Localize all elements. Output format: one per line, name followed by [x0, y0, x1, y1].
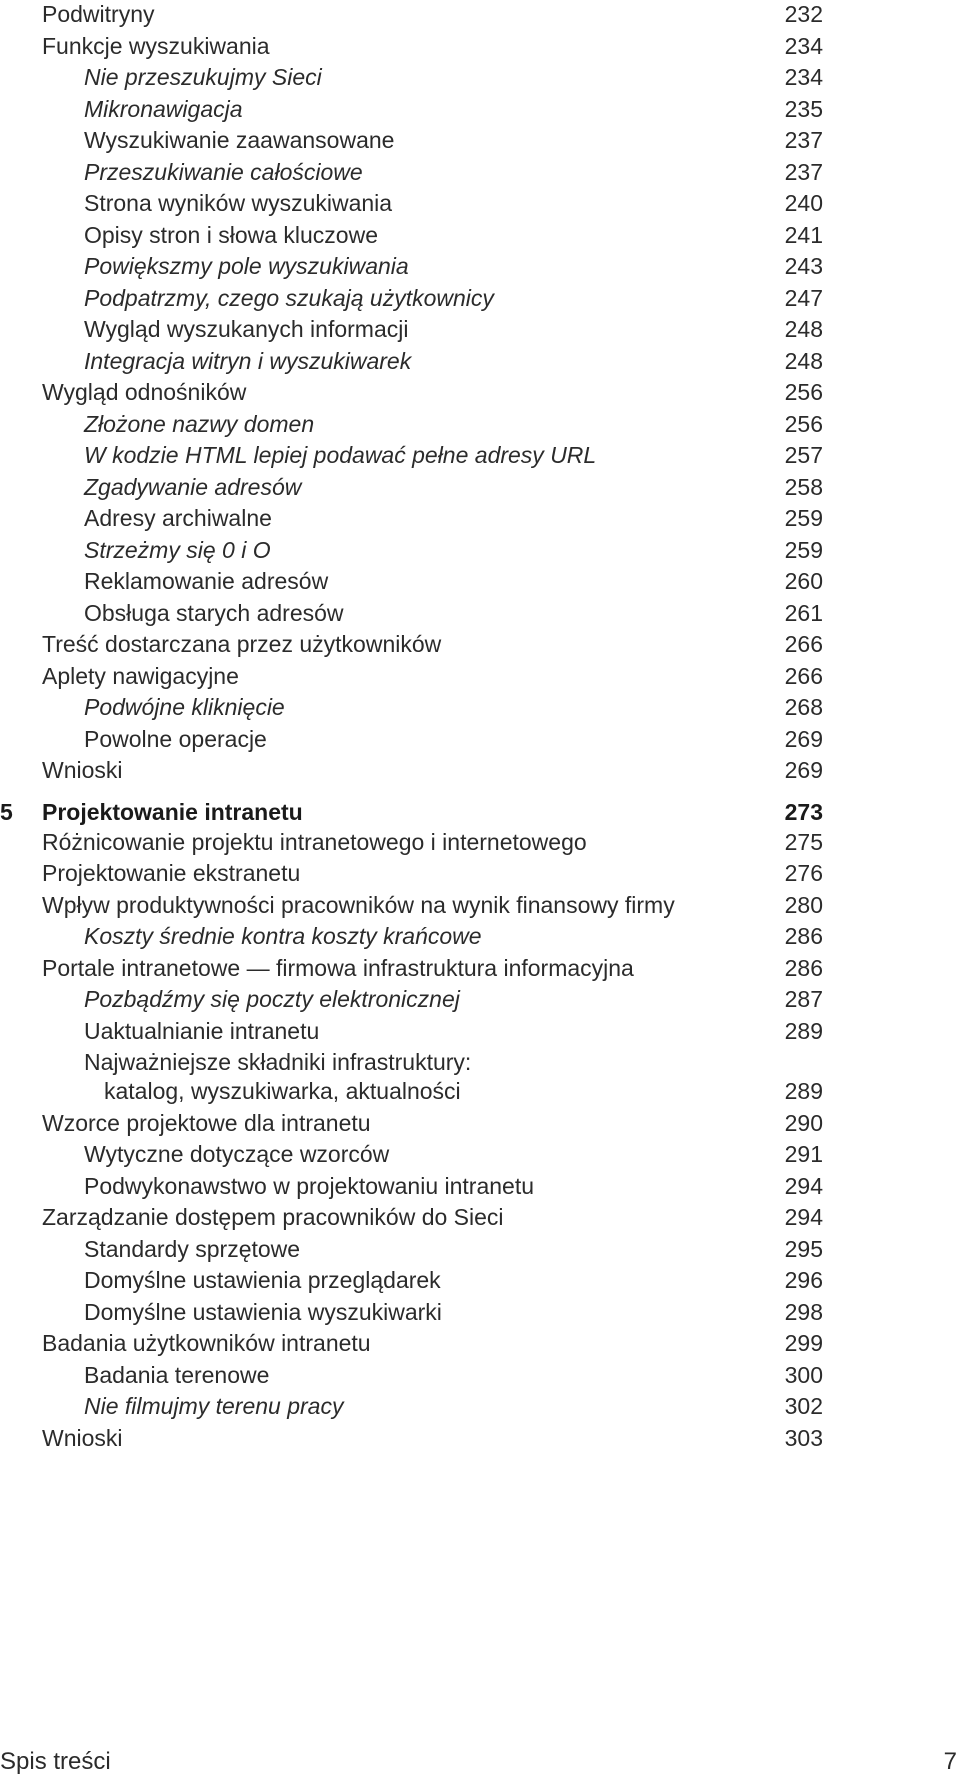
toc-entry — [0, 378, 960, 412]
toc-entry — [0, 63, 960, 97]
toc-entry-title: Obsługa starych adresów — [84, 599, 344, 626]
toc-entry-title: Powiększmy pole wyszukiwania — [84, 253, 409, 279]
toc-entry — [0, 441, 960, 475]
toc-entry-title: Treść dostarczana przez użytkowników — [42, 631, 442, 657]
toc-entry-title: Reklamowanie adresów — [84, 568, 329, 594]
toc-entry-page: 247 — [784, 284, 823, 311]
toc-entry-title: katalog, wyszukiwarka, aktualności — [104, 1078, 461, 1104]
toc-entry-page: 299 — [784, 1330, 823, 1356]
toc-entry-title: Standardy sprzętowe — [84, 1235, 301, 1262]
chapter-heading — [0, 798, 960, 832]
toc-entry-title: Projektowanie ekstranetu — [42, 860, 301, 886]
toc-entry — [0, 1392, 960, 1426]
toc-entry — [0, 693, 960, 727]
toc-entry — [0, 315, 960, 349]
toc-entry — [0, 1077, 960, 1111]
toc-entry-page: 294 — [784, 1172, 823, 1199]
toc-entry-page: 234 — [784, 32, 823, 59]
toc-entry-title: Najważniejsze składniki infrastruktury: — [84, 1049, 472, 1075]
toc-entry — [0, 756, 960, 790]
toc-entry — [0, 954, 960, 988]
toc-entry-title: Pozbądźmy się poczty elektronicznej — [84, 986, 460, 1012]
toc-entry-title: Integracja witryn i wyszukiwarek — [84, 347, 412, 374]
toc-entry-page: 286 — [784, 923, 823, 949]
toc-entry — [0, 1203, 960, 1237]
toc-entry-page: 237 — [784, 127, 823, 153]
toc-entry-page: 266 — [784, 631, 823, 657]
toc-entry-page: 287 — [784, 986, 823, 1012]
toc-entry-title: Zarządzanie dostępem pracowników do Sieci — [42, 1204, 504, 1230]
toc-entry-page: 237 — [784, 158, 823, 185]
toc-entry-page: 269 — [784, 725, 823, 752]
toc-entry-page: 296 — [784, 1267, 823, 1293]
chapter-number: 5 — [0, 798, 13, 825]
toc-entry-title: Adresy archiwalne — [84, 505, 272, 531]
toc-entry-page: 258 — [784, 473, 823, 500]
toc-entry-page: 257 — [784, 442, 823, 468]
toc-entry-page: 276 — [784, 860, 823, 886]
toc-entry-title: Badania terenowe — [84, 1361, 270, 1388]
toc-entry — [0, 536, 960, 570]
toc-entry — [0, 828, 960, 862]
toc-entry — [0, 95, 960, 129]
toc-entry — [0, 0, 960, 34]
toc-entry-page: 290 — [784, 1109, 823, 1136]
toc-entry-page: 300 — [784, 1361, 823, 1388]
toc-entry-page: 269 — [784, 757, 823, 783]
toc-entry-title: Domyślne ustawienia wyszukiwarki — [84, 1298, 442, 1325]
toc-entry-title: Wpływ produktywności pracowników na wynik finansowy firmy — [42, 891, 675, 918]
footer-title: Spis treści — [0, 1748, 111, 1775]
toc-entry-title: Domyślne ustawienia przeglądarek — [84, 1267, 441, 1293]
toc-entry — [0, 985, 960, 1019]
toc-entry — [0, 922, 960, 956]
toc-entry — [0, 410, 960, 444]
toc-entry-title: Wyszukiwanie zaawansowane — [84, 127, 395, 153]
toc-entry-page: 298 — [784, 1298, 823, 1325]
toc-entry-title: Portale intranetowe — firmowa infrastruktura informacyjna — [42, 954, 634, 981]
toc-entry-page: 289 — [784, 1078, 823, 1104]
toc-entry-page: 232 — [784, 1, 823, 27]
toc-entry-title: Strona wyników wyszukiwania — [84, 190, 393, 216]
footer-page-number: 7 — [943, 1748, 957, 1775]
toc-entry-title: Uaktualnianie intranetu — [84, 1017, 320, 1044]
toc-entry-page: 275 — [784, 828, 823, 855]
toc-entry-page: 256 — [784, 379, 823, 405]
toc-entry-title: Nie przeszukujmy Sieci — [84, 64, 322, 90]
toc-entry-title: Opisy stron i słowa kluczowe — [84, 221, 378, 248]
toc-entry-title: Złożone nazwy domen — [84, 410, 315, 437]
toc-entry — [0, 284, 960, 318]
toc-entry-page: 273 — [784, 798, 823, 825]
toc-entry-page: 268 — [784, 694, 823, 720]
toc-entry — [0, 189, 960, 223]
toc-entry-page: 294 — [784, 1204, 823, 1230]
toc-entry-title: Wnioski — [42, 1424, 123, 1451]
toc-entry-page: 234 — [784, 64, 823, 90]
toc-entry-title: Koszty średnie kontra koszty krańcowe — [84, 923, 482, 949]
toc-entry-title: Mikronawigacja — [84, 95, 243, 122]
toc-entry-title: Funkcje wyszukiwania — [42, 32, 270, 59]
toc-entry-title: Wzorce projektowe dla intranetu — [42, 1109, 371, 1136]
toc-entry — [0, 1140, 960, 1174]
toc-entry-title: Wygląd wyszukanych informacji — [84, 316, 409, 342]
toc-entry-title: Strzeżmy się 0 i O — [84, 536, 271, 563]
toc-entry-title: Podwójne kliknięcie — [84, 694, 285, 720]
toc-entry-title: Podwitryny — [42, 1, 155, 27]
toc-entry-page: 280 — [784, 891, 823, 918]
toc-entry — [0, 599, 960, 633]
toc-entry-page: 248 — [784, 316, 823, 342]
toc-entry — [0, 567, 960, 601]
toc-entry-page: 259 — [784, 536, 823, 563]
toc-entry-title: Nie filmujmy terenu pracy — [84, 1393, 344, 1419]
toc-entry-page: 303 — [784, 1424, 823, 1451]
toc-entry — [0, 126, 960, 160]
toc-entry-title: Różnicowanie projektu intranetowego i internetowego — [42, 828, 587, 855]
toc-entry-title: Wytyczne dotyczące wzorców — [84, 1141, 390, 1167]
toc-entry — [0, 662, 960, 696]
toc-entry-page: 260 — [784, 568, 823, 594]
toc-entry-title: Podpatrzmy, czego szukają użytkownicy — [84, 284, 494, 311]
toc-entry — [0, 1298, 960, 1332]
toc-entry-title: Aplety nawigacyjne — [42, 662, 239, 689]
toc-entry — [0, 1266, 960, 1300]
toc-entry — [0, 630, 960, 664]
toc-entry-page: 295 — [784, 1235, 823, 1262]
toc-entry-page: 259 — [784, 505, 823, 531]
toc-entry — [0, 347, 960, 381]
toc-entry-page: 291 — [784, 1141, 823, 1167]
toc-entry-title: Zgadywanie adresów — [84, 473, 302, 500]
page-footer — [0, 1748, 960, 1780]
toc-entry — [0, 1235, 960, 1269]
toc-entry-title: Wygląd odnośników — [42, 379, 247, 405]
toc-entry — [0, 1361, 960, 1395]
toc-entry-title: Badania użytkowników intranetu — [42, 1330, 371, 1356]
toc-entry-page: 240 — [784, 190, 823, 216]
toc-entry-page: 235 — [784, 95, 823, 122]
toc-entry — [0, 158, 960, 192]
toc-entry-title: Powolne operacje — [84, 725, 267, 752]
toc-entry — [0, 252, 960, 286]
toc-entry-page: 286 — [784, 954, 823, 981]
toc-entry — [0, 1172, 960, 1206]
toc-entry — [0, 504, 960, 538]
toc-entry — [0, 725, 960, 759]
toc-entry — [0, 1109, 960, 1143]
toc-entry-title: Projektowanie intranetu — [42, 798, 303, 825]
toc-entry — [0, 221, 960, 255]
toc-entry-title: Przeszukiwanie całościowe — [84, 158, 363, 185]
toc-entry-page: 266 — [784, 662, 823, 689]
toc-entry-page: 248 — [784, 347, 823, 374]
toc-entry — [0, 1424, 960, 1458]
toc-entry-page: 261 — [784, 599, 823, 626]
toc-entry — [0, 1017, 960, 1051]
toc-entry — [0, 32, 960, 66]
toc-entry-page: 256 — [784, 410, 823, 437]
toc-entry — [0, 1329, 960, 1363]
toc-entry — [0, 859, 960, 893]
toc-entry-title: Podwykonawstwo w projektowaniu intranetu — [84, 1172, 535, 1199]
toc-entry — [0, 473, 960, 507]
toc-entry-title: Wnioski — [42, 757, 123, 783]
toc-entry-page: 243 — [784, 253, 823, 279]
toc-entry — [0, 891, 960, 925]
toc-entry-page: 302 — [784, 1393, 823, 1419]
toc-entry-page: 241 — [784, 221, 823, 248]
toc-entry-title: W kodzie HTML lepiej podawać pełne adresy URL — [84, 442, 597, 468]
toc-entry-page: 289 — [784, 1017, 823, 1044]
